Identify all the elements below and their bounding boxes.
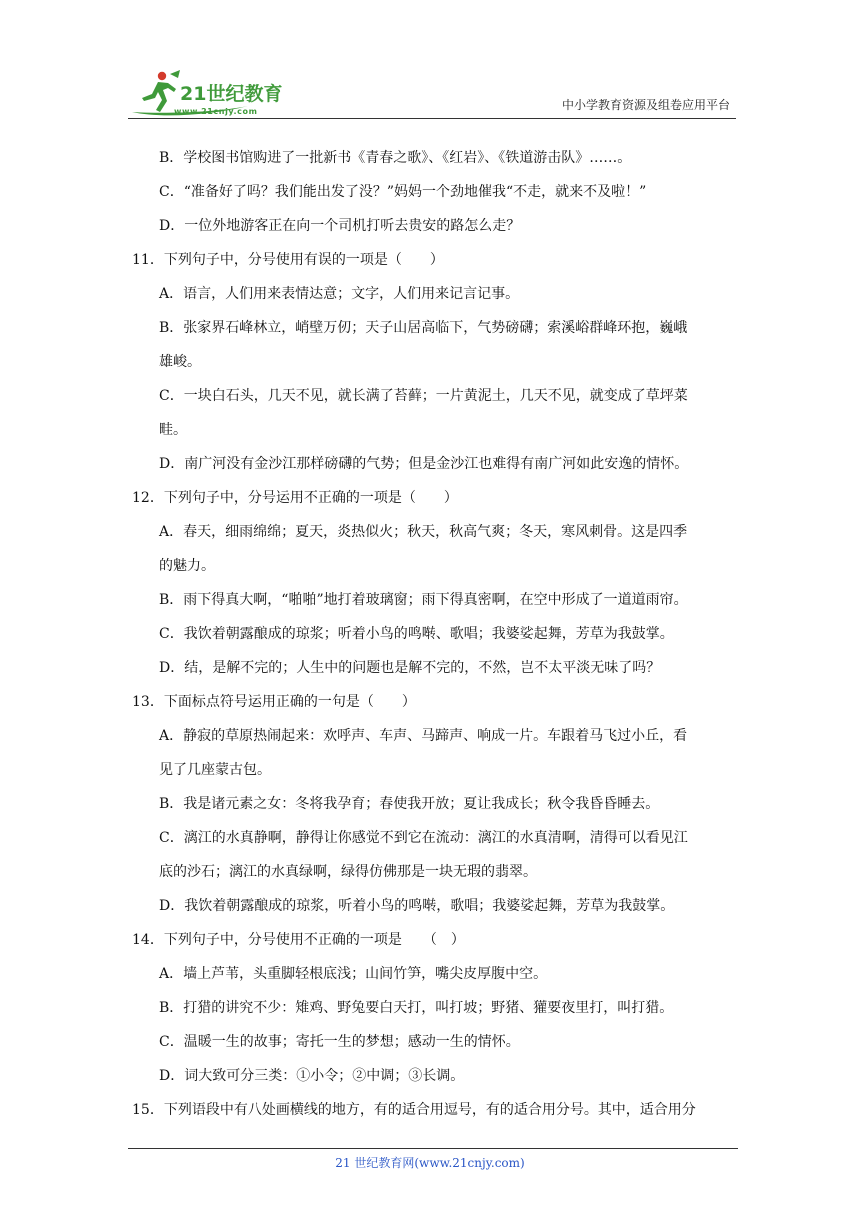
- question-content: [132, 141, 732, 1127]
- option-line: A．春天，细雨绵绵；夏天，炎热似火；秋天，秋高气爽；冬天，寒风刺骨。这是四季: [159, 524, 688, 540]
- option-line: D．词大致可分三类：①小令；②中调；③长调。: [159, 1068, 465, 1084]
- option-line: C．温暖一生的故事；寄托一生的梦想；感动一生的情怀。: [159, 1034, 520, 1050]
- runner-icon: [142, 70, 180, 112]
- footer-divider: [128, 1148, 738, 1149]
- platform-name: 中小学教育资源及组卷应用平台: [561, 98, 730, 112]
- option-line: 畦。: [159, 422, 187, 438]
- option-line: C．漓江的水真静啊，静得让你感觉不到它在流动：漓江的水真清啊，清得可以看见江: [159, 830, 688, 846]
- option-line: B．打猎的讲究不少：雉鸡、野兔要白天打，叫打坡；野猪、獾要夜里打，叫打猎。: [159, 1000, 674, 1016]
- logo-text: 21世纪教育: [180, 83, 283, 105]
- option-line: A．语言，人们用来表情达意；文字，人们用来记言记事。: [159, 286, 520, 302]
- question-line: 15．下列语段中有八处画横线的地方，有的适合用逗号，有的适合用分号。其中，适合用分: [132, 1102, 696, 1118]
- option-line: C．我饮着朝露酿成的琼浆；听着小鸟的鸣啭、歌唱；我婆娑起舞，芳草为我鼓掌。: [159, 626, 674, 642]
- question-line: 12．下列句子中，分号运用不正确的一项是（ ）: [132, 490, 458, 506]
- option-line: 的魅力。: [159, 558, 215, 574]
- option-line: 底的沙石；漓江的水真绿啊，绿得仿佛那是一块无瑕的翡翠。: [159, 864, 537, 880]
- option-line: B．雨下得真大啊，“啪啪”地打着玻璃窗；雨下得真密啊，在空中形成了一道道雨帘。: [159, 592, 688, 608]
- option-line: A．静寂的草原热闹起来：欢呼声、车声、马蹄声、响成一片。车跟着马飞过小丘，看: [159, 728, 688, 744]
- option-line: D．结，是解不完的；人生中的问题也是解不完的，不然，岂不太平淡无味了吗？: [159, 660, 661, 676]
- option-line: D．南广河没有金沙江那样磅礴的气势；但是金沙江也难得有南广河如此安逸的情怀。: [159, 456, 689, 472]
- page-header: [128, 66, 734, 120]
- question-line: 13．下面标点符号运用正确的一句是（ ）: [132, 694, 416, 710]
- option-line: B．学校图书馆购进了一批新书《青春之歌》、《红岩》、《铁道游击队》……。: [159, 150, 632, 166]
- question-line: 14．下列句子中，分号使用不正确的一项是 （ ）: [132, 932, 465, 948]
- option-line: B．我是诸元素之女：冬将我孕育；春使我开放；夏让我成长；秋令我昏昏睡去。: [159, 796, 660, 812]
- option-line: A．墙上芦苇，头重脚轻根底浅；山间竹笋，嘴尖皮厚腹中空。: [159, 966, 548, 982]
- option-line: D．一位外地游客正在向一个司机打听去贵安的路怎么走？: [159, 218, 521, 234]
- question-line: 11．下列句子中，分号使用有误的一项是（ ）: [132, 252, 444, 268]
- option-line: C．“准备好了吗？我们能出发了没？”妈妈一个劲地催我“不走，就来不及啦！”: [159, 184, 647, 200]
- footer-link[interactable]: 21 世纪教育网(www.21cnjy.com): [335, 1156, 525, 1170]
- logo-21cnjy: [128, 68, 298, 120]
- logo-url: www.21cnjy.com: [174, 107, 258, 116]
- option-line: C．一块白石头，几天不见，就长满了苔藓；一片黄泥土，几天不见，就变成了草坪菜: [159, 388, 688, 404]
- option-line: 雄峻。: [159, 354, 201, 370]
- option-line: B．张家界石峰林立，峭壁万仞；天子山居高临下，气势磅礴；索溪峪群峰环抱，巍峨: [159, 320, 688, 336]
- option-line: 见了几座蒙古包。: [159, 762, 271, 778]
- option-line: D．我饮着朝露酿成的琼浆，听着小鸟的鸣啭，歌唱；我婆娑起舞，芳草为我鼓掌。: [159, 898, 675, 914]
- header-divider: [128, 118, 736, 119]
